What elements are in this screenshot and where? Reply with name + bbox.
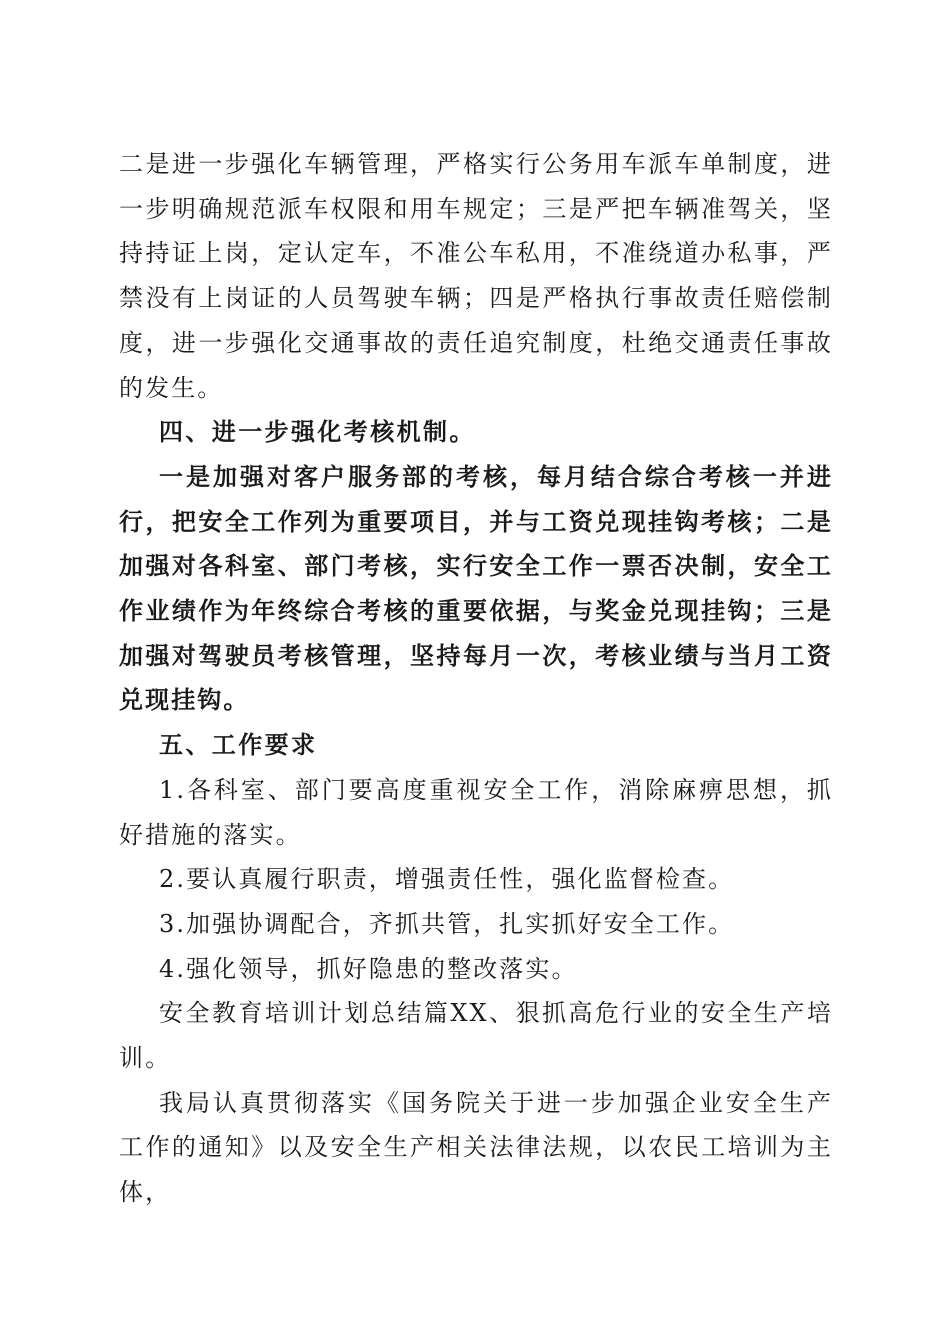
requirement-item-1: 1.各科室、部门要高度重视安全工作，消除麻痹思想，抓好措施的落实。	[119, 775, 833, 849]
paragraph-assessment-details: 一是加强对客户服务部的考核，每月结合综合考核一并进行，把安全工作列为重要项目，并与工资兑现挂钩考核；二是加强对各科室、部门考核，实行安全工作一票否决制，安全工作业绩作为年终综合考核的重要依据，与奖金兑现挂钩；三是加强对驾驶员考核管理，坚持每月一次，考核业绩与当月工资兑现挂钩。	[119, 461, 833, 715]
paragraph-vehicle-management: 二是进一步强化车辆管理，严格实行公务用车派车单制度，进一步明确规范派车权限和用车规定；三是严把车辆准驾关，坚持持证上岗，定认定车，不准公车私用，不准绕道办私事，严禁没有上岗证的人员驾驶车辆；四是严格执行事故责任赔偿制度，进一步强化交通事故的责任追究制度，杜绝交通责任事故的发生。	[119, 150, 833, 402]
paragraph-training-summary: 安全教育培训计划总结篇XX、狠抓高危行业的安全生产培训。	[119, 999, 833, 1073]
requirement-item-2: 2.要认真履行职责，增强责任性，强化监督检查。	[159, 865, 735, 894]
heading-assessment-mechanism: 四、进一步强化考核机制。	[159, 418, 476, 447]
requirement-item-4: 4.强化领导，抓好隐患的整改落实。	[159, 954, 578, 983]
heading-work-requirements: 五、工作要求	[159, 731, 318, 760]
document-body	[119, 142, 833, 1215]
paragraph-bureau-implementation: 我局认真贯彻落实《国务院关于进一步加强企业安全生产工作的通知》以及安全生产相关法律法规，以农民工培训为主体，	[119, 1088, 833, 1207]
requirement-item-3: 3.加强协调配合，齐抓共管，扎实抓好安全工作。	[159, 909, 735, 938]
